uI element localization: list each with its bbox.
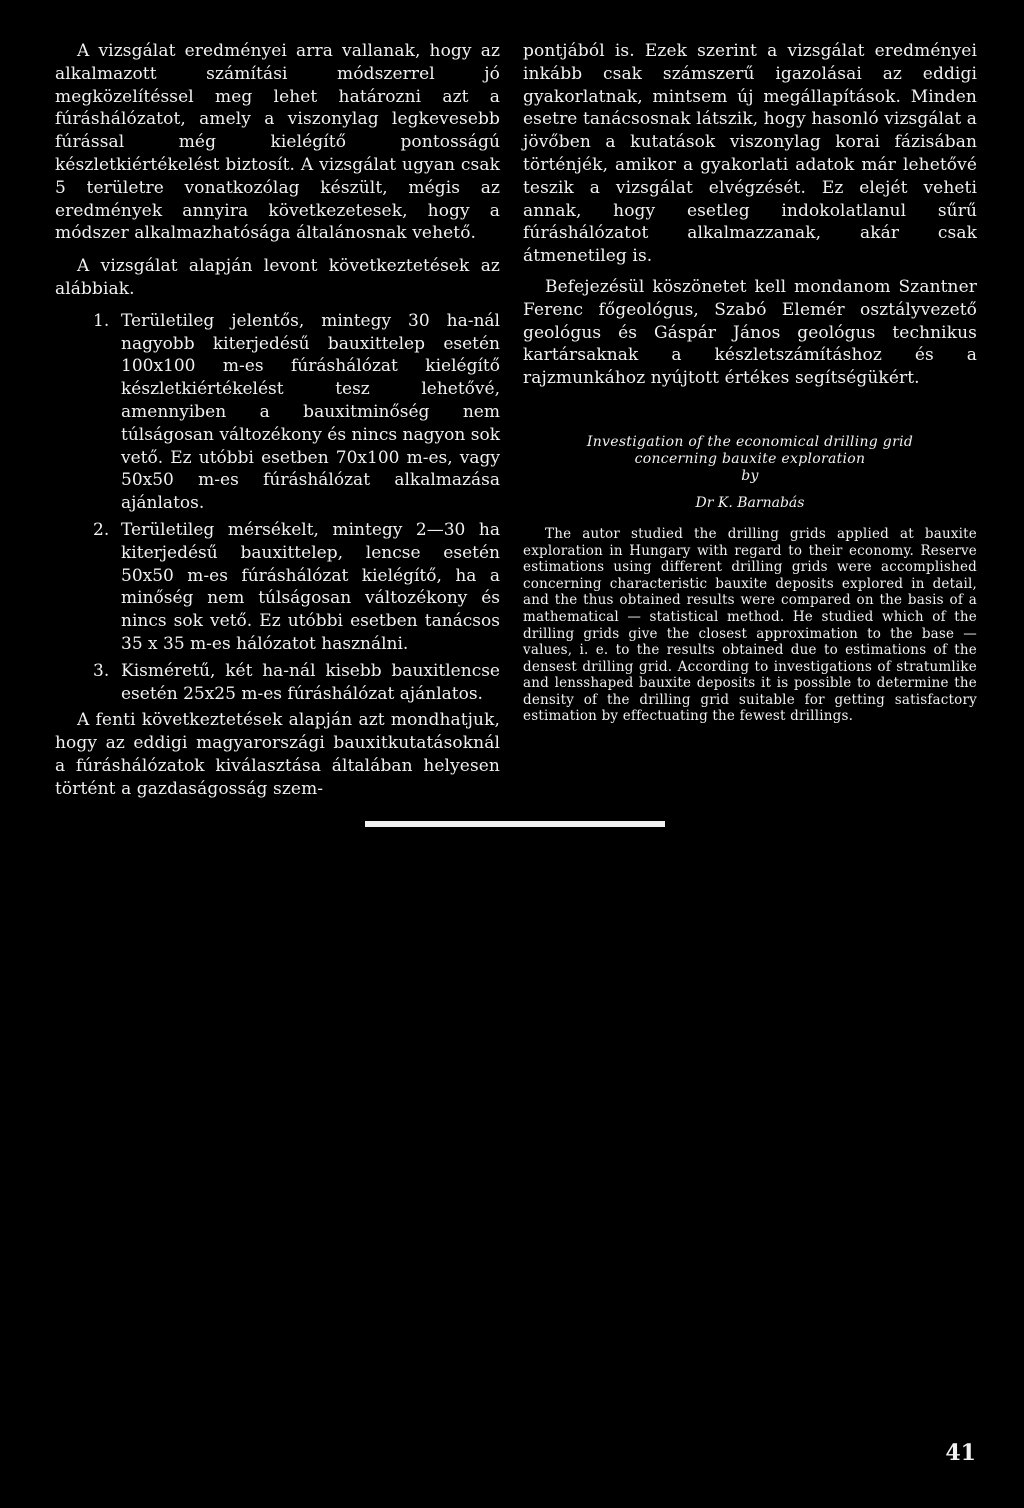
- left-paragraph-3: A fenti következtetések alapján azt mondhatjuk, hogy az eddigi magyarországi bauxitkutatásoknál a fúráshálózatok kiválasztása általában helyesen történt a gazdaságosság szem-: [55, 710, 500, 799]
- abstract-text: The autor studied the drilling grids applied at bauxite exploration in Hungary with regard to their economy. Reserve estimations using different drilling grids were accomplished concerning characteristic bauxite deposits explored in detail, and the thus obtained results were compared on the basis of a mathematical — statistical method. He studied which of the drilling grids give the closest approximation to the base — values, i. e. to the results obtained due to estimations of the densest drilling grid. According to investigations of stratumlike and lensshaped bauxite deposits it is possible to determine the density of the drilling grid suitable for getting satisfactory estimation by effectuating the fewest drillings.: [523, 525, 977, 725]
- english-abstract: [523, 434, 977, 725]
- right-column: [523, 40, 977, 725]
- page-number: 41: [945, 1440, 976, 1466]
- list-item-text: Területileg jelentős, mintegy 30 ha-nál nagyobb kiterjedésű bauxittelep esetén 100x100 m-es fúráshálózat kielégítő készletkiértékelést tesz lehetővé, amennyiben a bauxitminőség nem túlságosan változékony és nincs nagyon sok vető. Ez utóbbi esetben 70x100 m-es, vagy 50x50 m-es fúráshálózat alkalmazása ajánlatos.: [121, 310, 500, 514]
- list-item-3: [55, 660, 500, 706]
- left-paragraph-2: A vizsgálat alapján levont következtetések az alábbiak.: [55, 256, 500, 299]
- section-divider-rule: [365, 821, 665, 827]
- conclusions-list: [55, 310, 500, 706]
- acknowledgement-paragraph: Befejezésül köszönetet kell mondanom Szantner Ferenc főgeológus, Szabó Elemér osztályvezető geológus és Gáspár János geológus technikus kartársaknak a készletszámításhoz és a rajzmunkához nyújtott értékes segítségükért.: [523, 276, 977, 389]
- left-paragraph-1: A vizsgálat eredményei arra vallanak, hogy az alkalmazott számítási módszerrel jó megközelítéssel meg lehet határozni azt a fúráshálózatot, amely a viszonylag legkevesebb fúrással még kielégítő pontosságú készletkiértékelést biztosít. A vizsgálat ugyan csak 5 területre vonatkozólag készült, mégis az eredmények annyira következetesek, hogy a módszer alkalmazhatósága általánosnak vehető.: [55, 41, 500, 244]
- right-paragraph-1: pontjából is. Ezek szerint a vizsgálat eredményei inkább csak számszerű igazolásai az eddigi gyakorlatnak, mintsem új megállapítások. Minden esetre tanácsosnak látszik, hogy hasonló vizsgálat a jövőben a kutatások viszonylag korai fázisában történjék, amikor a gyakorlati adatok már lehetővé teszik a vizsgálat elvégzését. Ez elejét veheti annak, hogy esetleg indokolatlanul sűrű fúráshálózatot alkalmazzanak, akár csak átmenetileg is.: [523, 41, 977, 267]
- list-item-text: Területileg mérsékelt, mintegy 2—30 ha kiterjedésű bauxittelep, lencse esetén 50x50 m-es fúráshálózat kielégítő, ha a minőség nem túlságosan változékony és nincs sok vető. Ez utóbbi esetben tanácsos 35 x 35 m-es hálózatot használni.: [121, 519, 500, 654]
- abstract-author: Dr K. Barnabás: [695, 494, 805, 511]
- list-item-number: 2.: [93, 519, 110, 540]
- left-column: [55, 40, 500, 801]
- list-item-number: 1.: [93, 310, 110, 331]
- list-item-1: [55, 310, 500, 515]
- list-item-2: [55, 519, 500, 656]
- list-item-number: 3.: [93, 660, 110, 681]
- list-item-text: Kisméretű, két ha-nál kisebb bauxitlencse esetén 25x25 m-es fúráshálózat ajánlatos.: [121, 660, 500, 704]
- abstract-by: by: [741, 467, 759, 484]
- abstract-title-line-1: Investigation of the economical drilling grid: [586, 433, 914, 450]
- abstract-title-line-2: concerning bauxite exploration: [634, 450, 866, 467]
